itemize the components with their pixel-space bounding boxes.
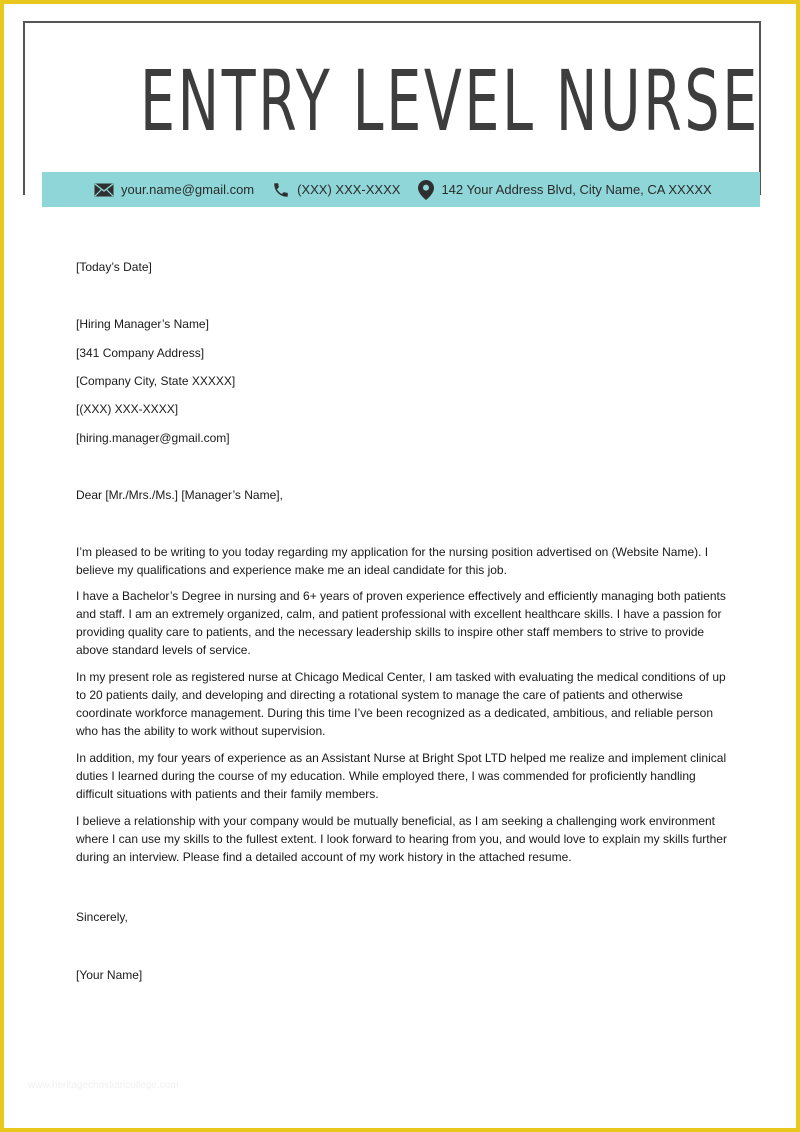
body-paragraph-1: I’m pleased to be writing to you today regarding my application for the nursing position advertised on (Website Name). I believe my qualifications and experience make me an ideal candidate for this job.	[76, 545, 709, 577]
contact-email	[94, 182, 254, 197]
body-paragraph-5: I believe a relationship with your company would be mutually beneficial, as I am seeking a challenging work environment where I can use my skills to the fullest extent. I look forward to hearing from you, and would love to explain my skills further during an interview. Please find a detailed account of my work history in the attached resume.	[76, 814, 727, 864]
body-paragraph-2: I have a Bachelor’s Degree in nursing and 6+ years of proven experience effectively and efficiently managing both patients and staff. I am an extremely organized, calm, and patient professional with excellent healthcare skills. I have a passion for providing quality care to patients, and the necessary leadership skills to inspire other staff members to strive to provide above standard levels of service.	[76, 589, 726, 657]
watermark: www.heritagechristiancollege.com	[28, 1080, 179, 1091]
recipient-address: [341 Company Address]	[76, 346, 205, 360]
phone-icon	[272, 181, 290, 199]
contact-address	[418, 180, 711, 200]
letter-date: [Today’s Date]	[76, 260, 152, 274]
contact-phone-text: (XXX) XXX-XXXX	[297, 182, 401, 197]
body-paragraph-3: In my present role as registered nurse at Chicago Medical Center, I am tasked with evaluating the medical conditions of up to 20 patients daily, and developing and directing a rotational system to manage the care of patients and otherwise coordinate workforce management. During this time I’ve been recognized as a dedicated, ambitious, and reliable person who has the ability to work without supervision.	[76, 670, 726, 738]
signature: [Your Name]	[76, 968, 143, 982]
recipient-name: [Hiring Manager’s Name]	[76, 317, 209, 331]
map-pin-icon	[418, 180, 434, 200]
envelope-icon	[94, 183, 114, 197]
contact-email-text: your.name@gmail.com	[121, 182, 255, 197]
salutation: Dear [Mr./Mrs./Ms.] [Manager’s Name],	[76, 488, 283, 502]
recipient-phone: [(XXX) XXX-XXXX]	[76, 402, 179, 416]
body-paragraph-4: In addition, my four years of experience as an Assistant Nurse at Bright Spot LTD helped me realize and implement clinical duties I learned during the course of my education. While employed there, I was commended for proficiently handling difficult situations with patients and their family members.	[76, 751, 727, 801]
recipient-email: [hiring.manager@gmail.com]	[76, 431, 230, 445]
letter-page	[4, 4, 796, 1128]
contact-address-text: 142 Your Address Blvd, City Name, CA XXXXX	[441, 182, 712, 197]
recipient-city-state: [Company City, State XXXXX]	[76, 374, 236, 388]
contact-bar	[42, 172, 760, 207]
closing: Sincerely,	[76, 910, 128, 924]
page-title: ENTRY LEVEL NURSE	[140, 52, 760, 150]
contact-phone	[272, 181, 400, 199]
